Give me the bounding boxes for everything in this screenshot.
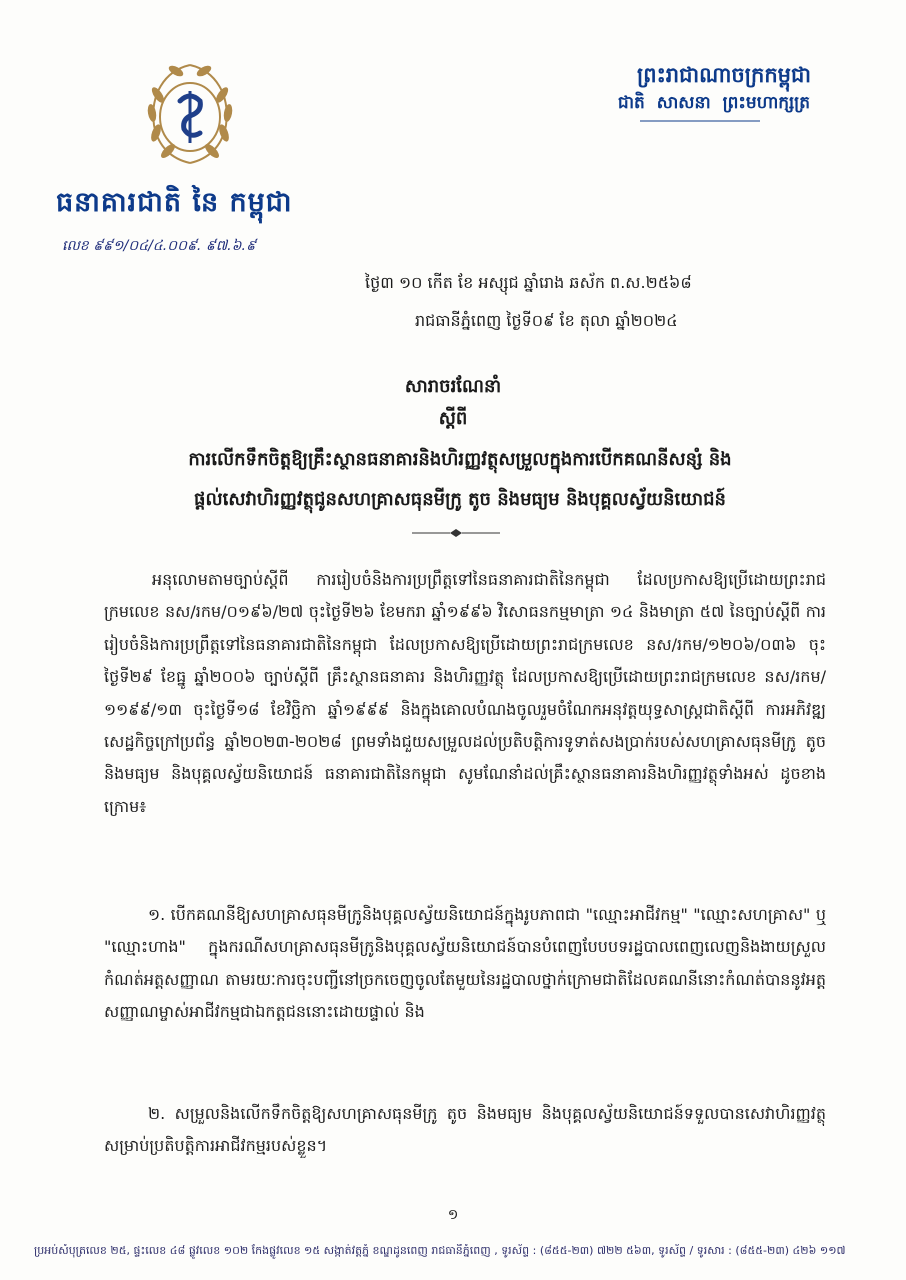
bank-emblem-icon <box>136 55 244 175</box>
instruction-item-1: ១. បើកគណនីឱ្យសហគ្រាសធុនមីក្រូនិងបុគ្គលស្វ័យនិយោជន៍ក្នុងរូបភាពជា "ឈ្មោះអាជីវកម្ម" "ឈ្មោះសហគ្រាស" ឬ "ឈ្មោះហាង" ក្នុងករណីសហគ្រាសធុនមីក្រូនិងបុគ្គលស្វ័យនិយោជន៍បានបំពេញបែបបទរដ្ឋបាលពេញលេញនិងងាយស្រួលកំណត់អត្តសញ្ញាណ តាមរយៈការចុះបញ្ជីនៅច្រកចេញចូលតែមួយនៃរដ្ឋបាលថ្នាក់ក្រោមជាតិដែលគណនីនោះកំណត់បាននូវអត្តសញ្ញាណម្ចាស់អាជីវកម្មជាឯកត្តជននោះដោយផ្ទាល់ និង <box>104 905 826 1022</box>
lunar-date: ថ្ងៃ៣ ១០ កើត ខែ អស្សុជ ឆ្នាំរោង ឆស័ក ព.ស.២៥៦៨ <box>365 273 692 292</box>
ornamental-divider-icon <box>410 528 502 538</box>
page-number: ១ <box>447 1207 459 1223</box>
national-motto: ជាតិ សាសនា ព្រះមហាក្សត្រ <box>617 93 810 113</box>
subject-line-1: ការលើកទឹកចិត្តឱ្យគ្រឹះស្ថានធនាគារនិងហិរញ្ញវត្ថុសម្រួលក្នុងការបើកគណនីសន្សំ និង <box>188 449 732 470</box>
document-type: សារាចរណែនាំ <box>404 376 502 397</box>
kingdom-title: ព្រះរាជាណាចក្រកម្ពុជា <box>636 63 811 87</box>
document-subject <box>120 440 800 520</box>
bank-name: ធនាគារជាតិ នៃ កម្ពុជា <box>56 187 293 218</box>
footer-address: ប្រអប់សំបុត្រលេខ ២៥, ផ្ទះលេខ ៤៨ ផ្លូវលេខ ១០២ កែងផ្លូវលេខ ១៥ សង្កាត់វត្តភ្នំ ខណ្ឌដូនពេញ រាជធានីភ្នំពេញ , ទូរស័ព្ទ : (៨៥៥-២៣) ៧២២ ៥៦៣, ទូរស័ព្ទ / ទូរសារ : (៨៥៥-២៣) ៤២៦ ១១៧ <box>34 1244 846 1257</box>
instruction-item-2: ២. សម្រួលនិងលើកទឹកចិត្តឱ្យសហគ្រាសធុនមីក្រូ តូច និងមធ្យម និងបុគ្គលស្វ័យនិយោជន៍ទទួលបានសេវាហិរញ្ញវត្ថុសម្រាប់ប្រតិបត្តិការអាជីវកម្មរបស់ខ្លួន។ <box>104 1104 826 1156</box>
subject-line-2: ផ្តល់សេវាហិរញ្ញវត្ថុជូនសហគ្រាសធុនមីក្រូ តូច និងមធ្យម និងបុគ្គលស្វ័យនិយោជន៍ <box>194 489 726 510</box>
reference-number: លេខ ៩៩១/០៤/៤.០០៩. ៩៧.៦.៩ <box>62 238 256 254</box>
intro-paragraph: អនុលោមតាមច្បាប់ស្តីពី ការរៀបចំនិងការប្រព្រឹត្តទៅនៃធនាគារជាតិនៃកម្ពុជា ដែលប្រកាសឱ្យប្រើដោយព្រះរាជក្រមលេខ នស/រកម/០១៩៦/២៧ ចុះថ្ងៃទី២៦ ខែមករា ឆ្នាំ១៩៩៦ វិសោធនកម្មមាត្រា ១៤ និងមាត្រា ៥៧ នៃច្បាប់ស្តីពី ការរៀបចំនិងការប្រព្រឹត្តទៅនៃធនាគារជាតិនៃកម្ពុជា ដែលប្រកាសឱ្យប្រើដោយព្រះរាជក្រមលេខ នស/រកម/១២០៦/០៣៦ ចុះថ្ងៃទី២៩ ខែធ្នូ ឆ្នាំ២០០៦ ច្បាប់ស្តីពី គ្រឹះស្ថានធនាគារ និងហិរញ្ញវត្ថុ ដែលប្រកាសឱ្យប្រើដោយព្រះរាជក្រមលេខ នស/រកម/១១៩៩/១៣ ចុះថ្ងៃទី១៨ ខែវិច្ឆិកា ឆ្នាំ១៩៩៩ និងក្នុងគោលបំណងចូលរួមចំណែកអនុវត្តយុទ្ធសាស្ត្រជាតិស្តីពី ការអភិវឌ្ឍសេដ្ឋកិច្ចក្រៅប្រព័ន្ធ ឆ្នាំ២០២៣-២០២៨ ព្រមទាំងជួយសម្រួលដល់ប្រតិបត្តិការទូទាត់សងប្រាក់របស់សហគ្រាសធុនមីក្រូ តូច និងមធ្យម និងបុគ្គលស្វ័យនិយោជន៍ ធនាគារជាតិនៃកម្ពុជា សូមណែនាំដល់គ្រឹះស្ថានធនាគារនិងហិរញ្ញវត្ថុទាំងអស់ ដូចខាងក្រោម៖ <box>104 570 827 816</box>
motto-underline <box>640 120 760 122</box>
about-label: ស្តីពី <box>438 408 468 429</box>
city-date: រាជធានីភ្នំពេញ ថ្ងៃទី០៩ ខែ តុលា ឆ្នាំ២០២៤ <box>415 311 678 330</box>
